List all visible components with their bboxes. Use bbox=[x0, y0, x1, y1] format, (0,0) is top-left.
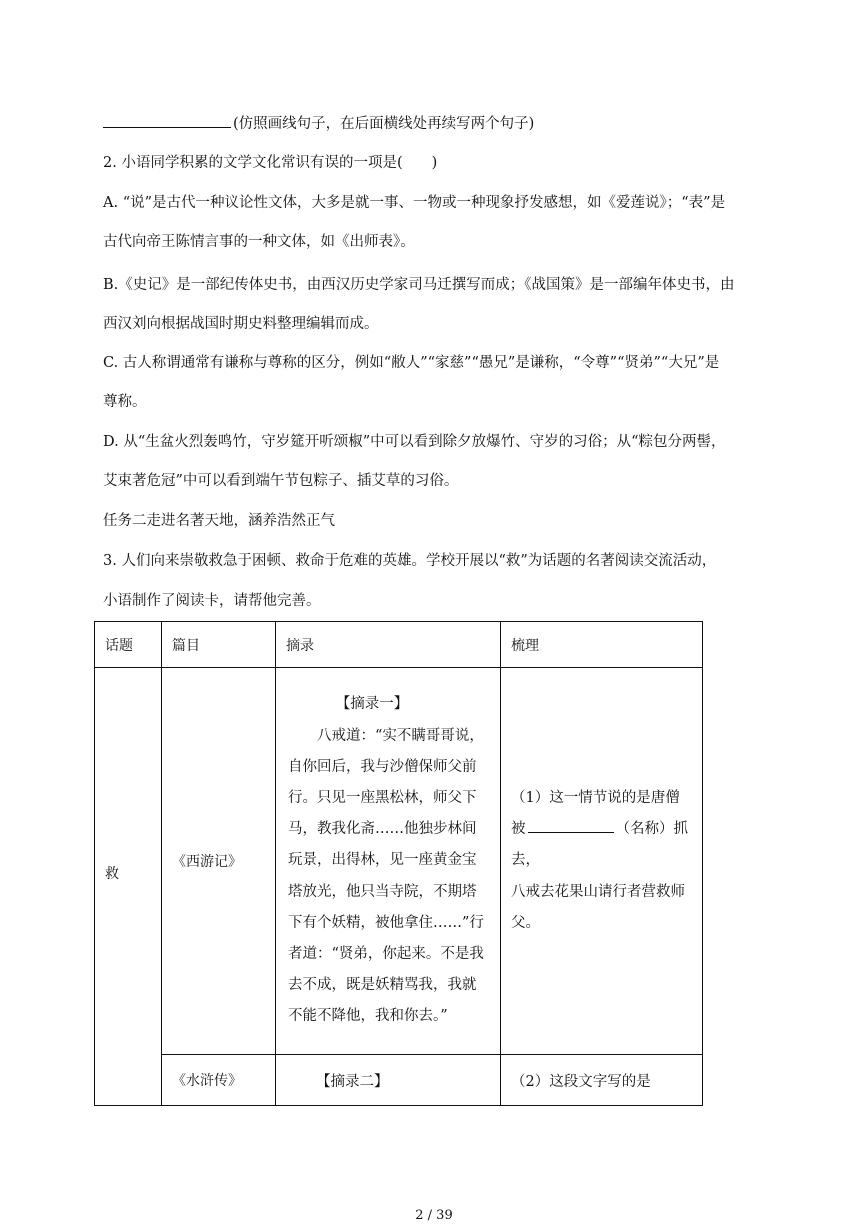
option-a-line-2: 古代向帝王陈情言事的一种文体，如《出师表》。 bbox=[103, 234, 415, 250]
excerpt-line: 马，教我化斋……他独步林间 bbox=[288, 821, 477, 838]
option-d-line-2: 艾束著危冠”中可以看到端午节包粽子、插艾草的习俗。 bbox=[103, 473, 459, 489]
combing-line: （1）这一情节说的是唐僧 bbox=[511, 789, 680, 806]
excerpt-1 bbox=[276, 683, 500, 1038]
option-d-line-1: D. 从“生盆火烈轰鸣竹，守岁筵开听颂椒”中可以看到除夕放爆竹、守岁的习俗；从“粽包分两髻， bbox=[103, 434, 726, 450]
option-c-line-2: 尊称。 bbox=[103, 394, 147, 410]
table-row bbox=[95, 1055, 703, 1106]
excerpt-line: 去不成，既是妖精骂我，我就 bbox=[288, 977, 477, 994]
excerpt-line: 八戒道：“实不瞒哥哥说， bbox=[317, 727, 484, 744]
intro-line: (仿照画线句子，在后面横线处再续写两个句子) bbox=[103, 113, 534, 135]
combing-line: 父。 bbox=[511, 914, 540, 931]
combing-line: 八戒去花果山请行者营救师 bbox=[511, 883, 685, 900]
excerpt-line: 行。只见一座黑松林，师父下 bbox=[288, 789, 477, 806]
task-2-heading: 任务二走进名著天地，涵养浩然正气 bbox=[103, 513, 335, 529]
header-excerpt: 摘录 bbox=[286, 637, 314, 654]
reading-card-table bbox=[94, 621, 703, 1106]
header-combing: 梳理 bbox=[511, 637, 539, 654]
combing-1 bbox=[501, 783, 702, 939]
header-title: 篇目 bbox=[172, 637, 200, 654]
answer-blank[interactable] bbox=[103, 113, 231, 128]
excerpt-line: 自你回后，我与沙僧保师父前 bbox=[288, 758, 477, 775]
option-b-line-2: 西汉刘向根据战国时期史料整理编辑而成。 bbox=[103, 316, 379, 332]
excerpt-line: 玩景，出得林，见一座黄金宝 bbox=[288, 852, 477, 869]
option-b-line-1: B.《史记》是一部纪传体史书，由西汉历史学家司马迁撰写而成；《战国策》是一部编年体史书，由 bbox=[103, 277, 735, 293]
header-topic: 话题 bbox=[105, 637, 133, 654]
excerpt-1-title: 【摘录一】 bbox=[335, 696, 409, 713]
answer-blank[interactable] bbox=[528, 818, 614, 833]
excerpt-2-title: 【摘录二】 bbox=[316, 1073, 389, 1090]
page-number: 2 / 39 bbox=[415, 1208, 453, 1223]
combing-2: （2）这段文字写的是 bbox=[511, 1073, 651, 1090]
option-a-line-1: A. “说”是古代一种议论性文体，大多是就一事、一物或一种现象抒发感想，如《爱莲说》；“表”是 bbox=[103, 195, 726, 211]
excerpt-line: 不能不降他，我和你去。” bbox=[288, 1008, 448, 1025]
excerpt-line: 下有个妖精，被他拿住……”行 bbox=[288, 914, 484, 931]
book-xiyouji: 《西游记》 bbox=[172, 854, 242, 870]
option-c-line-1: C. 古人称谓通常有谦称与尊称的区分，例如“敝人”“家慈”“愚兄”是谦称，“令尊”“贤弟”“大兄”是 bbox=[103, 355, 720, 371]
topic-cell: 救 bbox=[105, 865, 119, 882]
table-header-row bbox=[95, 622, 703, 668]
question-3-line-2: 小语制作了阅读卡，请帮他完善。 bbox=[103, 593, 321, 609]
excerpt-line: 塔放光，他只当寺院，不期塔 bbox=[288, 883, 477, 900]
book-shuihuzhuan: 《水浒传》 bbox=[172, 1073, 242, 1089]
table-row bbox=[95, 668, 703, 1055]
question-3-line-1: 3. 人们向来崇敬救急于困顿、救命于危难的英雄。学校开展以“救”为话题的名著阅读交流活动， bbox=[103, 553, 717, 569]
combing-line: 被 （名称）抓去， bbox=[511, 814, 696, 876]
excerpt-line: 者道：“贤弟，你起来。不是我 bbox=[288, 946, 484, 962]
question-2-stem: 2. 小语同学积累的文学文化常识有误的一项是( ) bbox=[103, 155, 438, 171]
